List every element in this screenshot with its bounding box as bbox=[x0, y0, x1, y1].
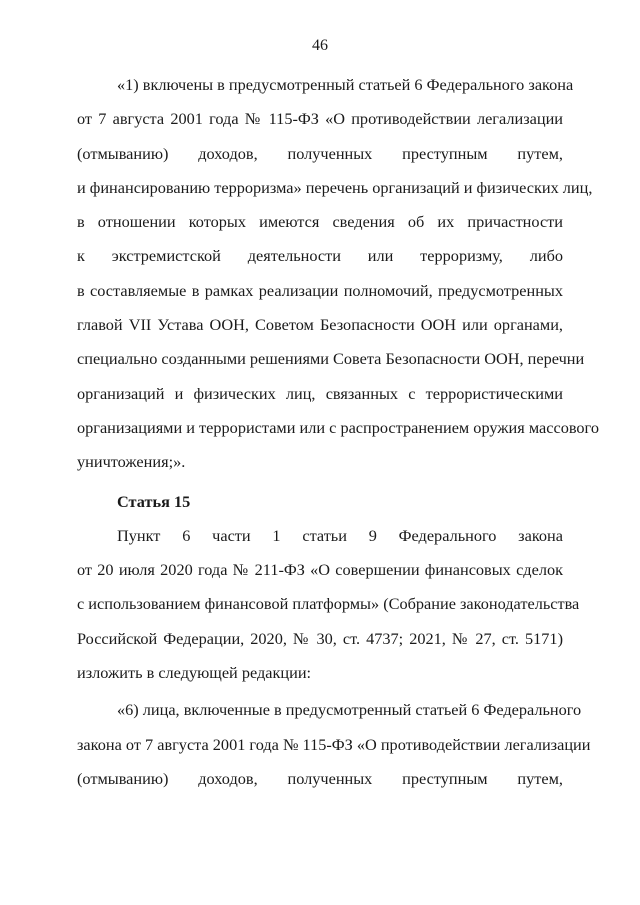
text-line: уничтожения;». bbox=[77, 452, 186, 472]
document-body bbox=[77, 68, 599, 796]
text-line: в отношении которых имеются сведения об их причастности bbox=[77, 212, 563, 232]
text-line: изложить в следующей редакции: bbox=[77, 663, 312, 683]
text-line: в составляемые в рамках реализации полномочий, предусмотренных bbox=[77, 280, 563, 300]
text-line: «6) лица, включенные в предусмотренный статьей 6 Федерального bbox=[117, 700, 582, 720]
text-line: специально созданными решениями Совета Безопасности ООН, перечни bbox=[77, 349, 585, 369]
text-line: и финансированию терроризма» перечень организаций и физических лиц, bbox=[77, 177, 593, 197]
text-line: главой VII Устава ООН, Советом Безопасности ООН или органами, bbox=[77, 315, 563, 335]
text-line: Российской Федерации, 2020, № 30, ст. 4737; 2021, № 27, ст. 5171) bbox=[77, 628, 563, 648]
paragraph-article-15 bbox=[77, 519, 580, 690]
text-line: от 20 июля 2020 года № 211-ФЗ «О совершении финансовых сделок bbox=[77, 560, 563, 580]
paragraph-amendment-6 bbox=[77, 693, 591, 796]
article-heading: Статья 15 bbox=[117, 491, 191, 511]
text-line: организаций и физических лиц, связанных с террористическими bbox=[77, 383, 563, 403]
text-line: (отмыванию) доходов, полученных преступным путем, bbox=[77, 143, 563, 163]
text-line: от 7 августа 2001 года № 115-ФЗ «О противодействии легализации bbox=[77, 109, 563, 129]
text-line: «1) включены в предусмотренный статьей 6 Федерального закона bbox=[117, 75, 574, 94]
paragraph-amendment-1 bbox=[77, 68, 599, 480]
text-line: с использованием финансовой платформы» (Собрание законодательства bbox=[77, 594, 580, 614]
text-line: (отмыванию) доходов, полученных преступным путем, bbox=[77, 768, 563, 788]
page-number: 46 bbox=[312, 37, 328, 54]
text-line: Пункт 6 части 1 статьи 9 Федерального закона bbox=[117, 525, 563, 545]
text-line: организациями и террористами или с распространением оружия массового bbox=[77, 417, 599, 437]
text-line: закона от 7 августа 2001 года № 115-ФЗ «О противодействии легализации bbox=[77, 734, 591, 754]
text-line: к экстремистской деятельности или терроризму, либо bbox=[77, 246, 563, 266]
